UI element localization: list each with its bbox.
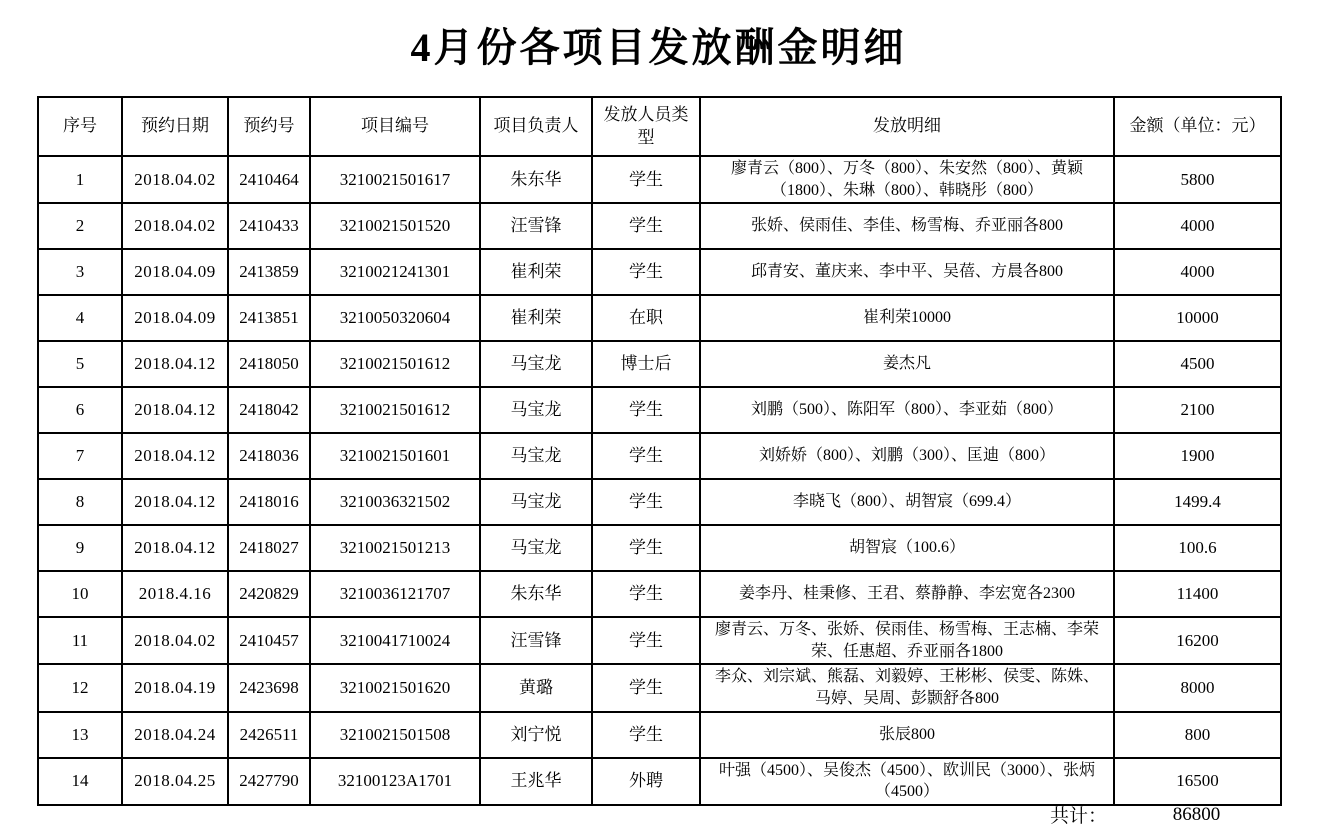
cell-leader: 崔利荣 — [480, 249, 592, 295]
cell-ptype: 学生 — [592, 664, 700, 711]
cell-date: 2018.04.12 — [122, 525, 228, 571]
cell-amount: 8000 — [1114, 664, 1281, 711]
cell-date: 2018.04.25 — [122, 758, 228, 805]
cell-project: 3210021501620 — [310, 664, 480, 711]
cell-ptype: 学生 — [592, 571, 700, 617]
cell-leader: 朱东华 — [480, 571, 592, 617]
cell-seq: 9 — [38, 525, 122, 571]
cell-ptype: 学生 — [592, 617, 700, 664]
cell-seq: 8 — [38, 479, 122, 525]
table-row — [38, 571, 1281, 617]
cell-project: 3210021501213 — [310, 525, 480, 571]
cell-seq: 10 — [38, 571, 122, 617]
cell-project: 3210036121707 — [310, 571, 480, 617]
cell-amount: 100.6 — [1114, 525, 1281, 571]
cell-booking: 2413859 — [228, 249, 310, 295]
cell-ptype: 学生 — [592, 525, 700, 571]
cell-date: 2018.04.12 — [122, 387, 228, 433]
cell-detail: 崔利荣10000 — [700, 295, 1114, 341]
total-label: 共计： — [1049, 806, 1107, 827]
cell-booking: 2420829 — [228, 571, 310, 617]
cell-amount: 4000 — [1114, 249, 1281, 295]
cell-seq: 2 — [38, 203, 122, 249]
column-header-leader: 项目负责人 — [480, 97, 592, 156]
cell-booking: 2418036 — [228, 433, 310, 479]
cell-seq: 3 — [38, 249, 122, 295]
cell-booking: 2413851 — [228, 295, 310, 341]
cell-detail: 刘娇娇（800）、刘鹏（300）、匡迪（800） — [700, 433, 1114, 479]
cell-date: 2018.04.24 — [122, 712, 228, 758]
cell-amount: 800 — [1114, 712, 1281, 758]
cell-leader: 王兆华 — [480, 758, 592, 805]
cell-date: 2018.04.02 — [122, 156, 228, 203]
table-row — [38, 617, 1281, 664]
column-header-ptype: 发放人员类型 — [592, 97, 700, 156]
cell-seq: 6 — [38, 387, 122, 433]
cell-ptype: 博士后 — [592, 341, 700, 387]
cell-project: 3210021501612 — [310, 387, 480, 433]
cell-ptype: 学生 — [592, 387, 700, 433]
cell-detail: 廖青云（800）、万冬（800）、朱安然（800）、黄颖（1800）、朱琳（800）、韩晓彤（800） — [700, 156, 1114, 203]
cell-detail: 邱青安、董庆来、李中平、吴蓓、方晨各800 — [700, 249, 1114, 295]
cell-seq: 1 — [38, 156, 122, 203]
cell-seq: 4 — [38, 295, 122, 341]
cell-detail: 廖青云、万冬、张娇、侯雨佳、杨雪梅、王志楠、李荣荣、任惠超、乔亚丽各1800 — [700, 617, 1114, 664]
cell-seq: 7 — [38, 433, 122, 479]
cell-amount: 4500 — [1114, 341, 1281, 387]
table-row — [38, 712, 1281, 758]
column-header-date: 预约日期 — [122, 97, 228, 156]
cell-booking: 2410457 — [228, 617, 310, 664]
cell-project: 3210021241301 — [310, 249, 480, 295]
cell-date: 2018.4.16 — [122, 571, 228, 617]
cell-date: 2018.04.09 — [122, 249, 228, 295]
column-header-booking: 预约号 — [228, 97, 310, 156]
cell-leader: 崔利荣 — [480, 295, 592, 341]
cell-leader: 马宝龙 — [480, 525, 592, 571]
cell-ptype: 学生 — [592, 156, 700, 203]
cell-amount: 16500 — [1114, 758, 1281, 805]
cell-amount: 5800 — [1114, 156, 1281, 203]
table-body — [38, 156, 1281, 805]
cell-project: 3210021501612 — [310, 341, 480, 387]
cell-detail: 李晓飞（800）、胡智宸（699.4） — [700, 479, 1114, 525]
cell-seq: 12 — [38, 664, 122, 711]
cell-booking: 2427790 — [228, 758, 310, 805]
cell-project: 3210041710024 — [310, 617, 480, 664]
table-row — [38, 758, 1281, 805]
cell-project: 3210021501617 — [310, 156, 480, 203]
cell-project: 3210036321502 — [310, 479, 480, 525]
cell-ptype: 学生 — [592, 203, 700, 249]
cell-leader: 汪雪锋 — [480, 203, 592, 249]
cell-date: 2018.04.09 — [122, 295, 228, 341]
cell-booking: 2410464 — [228, 156, 310, 203]
cell-detail: 姜杰凡 — [700, 341, 1114, 387]
cell-detail: 李众、刘宗斌、熊磊、刘毅婷、王彬彬、侯雯、陈姝、马婷、吴周、彭颢舒各800 — [700, 664, 1114, 711]
table-row — [38, 479, 1281, 525]
cell-ptype: 学生 — [592, 712, 700, 758]
cell-project: 3210050320604 — [310, 295, 480, 341]
cell-date: 2018.04.19 — [122, 664, 228, 711]
cell-ptype: 学生 — [592, 479, 700, 525]
column-header-project: 项目编号 — [310, 97, 480, 156]
remuneration-table — [37, 96, 1282, 806]
total-value: 86800 — [1172, 803, 1221, 825]
page-title: 4月份各项目发放酬金明细 — [410, 25, 907, 70]
cell-seq: 11 — [38, 617, 122, 664]
table-row — [38, 525, 1281, 571]
cell-booking: 2423698 — [228, 664, 310, 711]
cell-detail: 叶强（4500）、吴俊杰（4500）、欧训民（3000）、张炳（4500） — [700, 758, 1114, 805]
cell-booking: 2418016 — [228, 479, 310, 525]
cell-leader: 黄璐 — [480, 664, 592, 711]
cell-project: 3210021501601 — [310, 433, 480, 479]
cell-amount: 16200 — [1114, 617, 1281, 664]
cell-amount: 1499.4 — [1114, 479, 1281, 525]
cell-leader: 马宝龙 — [480, 479, 592, 525]
table-row — [38, 433, 1281, 479]
column-header-detail: 发放明细 — [700, 97, 1114, 156]
column-header-seq: 序号 — [38, 97, 122, 156]
cell-amount: 4000 — [1114, 203, 1281, 249]
cell-project: 3210021501508 — [310, 712, 480, 758]
cell-amount: 11400 — [1114, 571, 1281, 617]
cell-booking: 2418027 — [228, 525, 310, 571]
cell-amount: 2100 — [1114, 387, 1281, 433]
cell-leader: 马宝龙 — [480, 341, 592, 387]
cell-seq: 13 — [38, 712, 122, 758]
cell-detail: 张辰800 — [700, 712, 1114, 758]
cell-leader: 马宝龙 — [480, 433, 592, 479]
cell-project: 3210021501520 — [310, 203, 480, 249]
cell-leader: 汪雪锋 — [480, 617, 592, 664]
table-row — [38, 341, 1281, 387]
cell-date: 2018.04.02 — [122, 617, 228, 664]
cell-leader: 马宝龙 — [480, 387, 592, 433]
table-row — [38, 249, 1281, 295]
cell-detail: 刘鹏（500）、陈阳军（800）、李亚茹（800） — [700, 387, 1114, 433]
cell-seq: 5 — [38, 341, 122, 387]
table-row — [38, 387, 1281, 433]
cell-amount: 10000 — [1114, 295, 1281, 341]
cell-booking: 2418042 — [228, 387, 310, 433]
cell-date: 2018.04.12 — [122, 433, 228, 479]
cell-booking: 2426511 — [228, 712, 310, 758]
cell-date: 2018.04.02 — [122, 203, 228, 249]
cell-seq: 14 — [38, 758, 122, 805]
header-row — [38, 97, 1281, 156]
cell-detail: 张娇、侯雨佳、李佳、杨雪梅、乔亚丽各800 — [700, 203, 1114, 249]
cell-ptype: 外聘 — [592, 758, 700, 805]
cell-booking: 2410433 — [228, 203, 310, 249]
cell-date: 2018.04.12 — [122, 341, 228, 387]
column-header-amount: 金额（单位：元） — [1114, 97, 1281, 156]
cell-ptype: 在职 — [592, 295, 700, 341]
table-row — [38, 156, 1281, 203]
table-row — [38, 203, 1281, 249]
cell-detail: 姜李丹、桂秉修、王君、蔡静静、李宏宽各2300 — [700, 571, 1114, 617]
table-row — [38, 664, 1281, 711]
table-footer — [37, 801, 1280, 828]
cell-leader: 朱东华 — [480, 156, 592, 203]
cell-amount: 1900 — [1114, 433, 1281, 479]
cell-leader: 刘宁悦 — [480, 712, 592, 758]
cell-ptype: 学生 — [592, 433, 700, 479]
table-row — [38, 295, 1281, 341]
cell-ptype: 学生 — [592, 249, 700, 295]
table-header — [38, 97, 1281, 156]
cell-booking: 2418050 — [228, 341, 310, 387]
cell-project: 32100123A1701 — [310, 758, 480, 805]
cell-detail: 胡智宸（100.6） — [700, 525, 1114, 571]
cell-date: 2018.04.12 — [122, 479, 228, 525]
